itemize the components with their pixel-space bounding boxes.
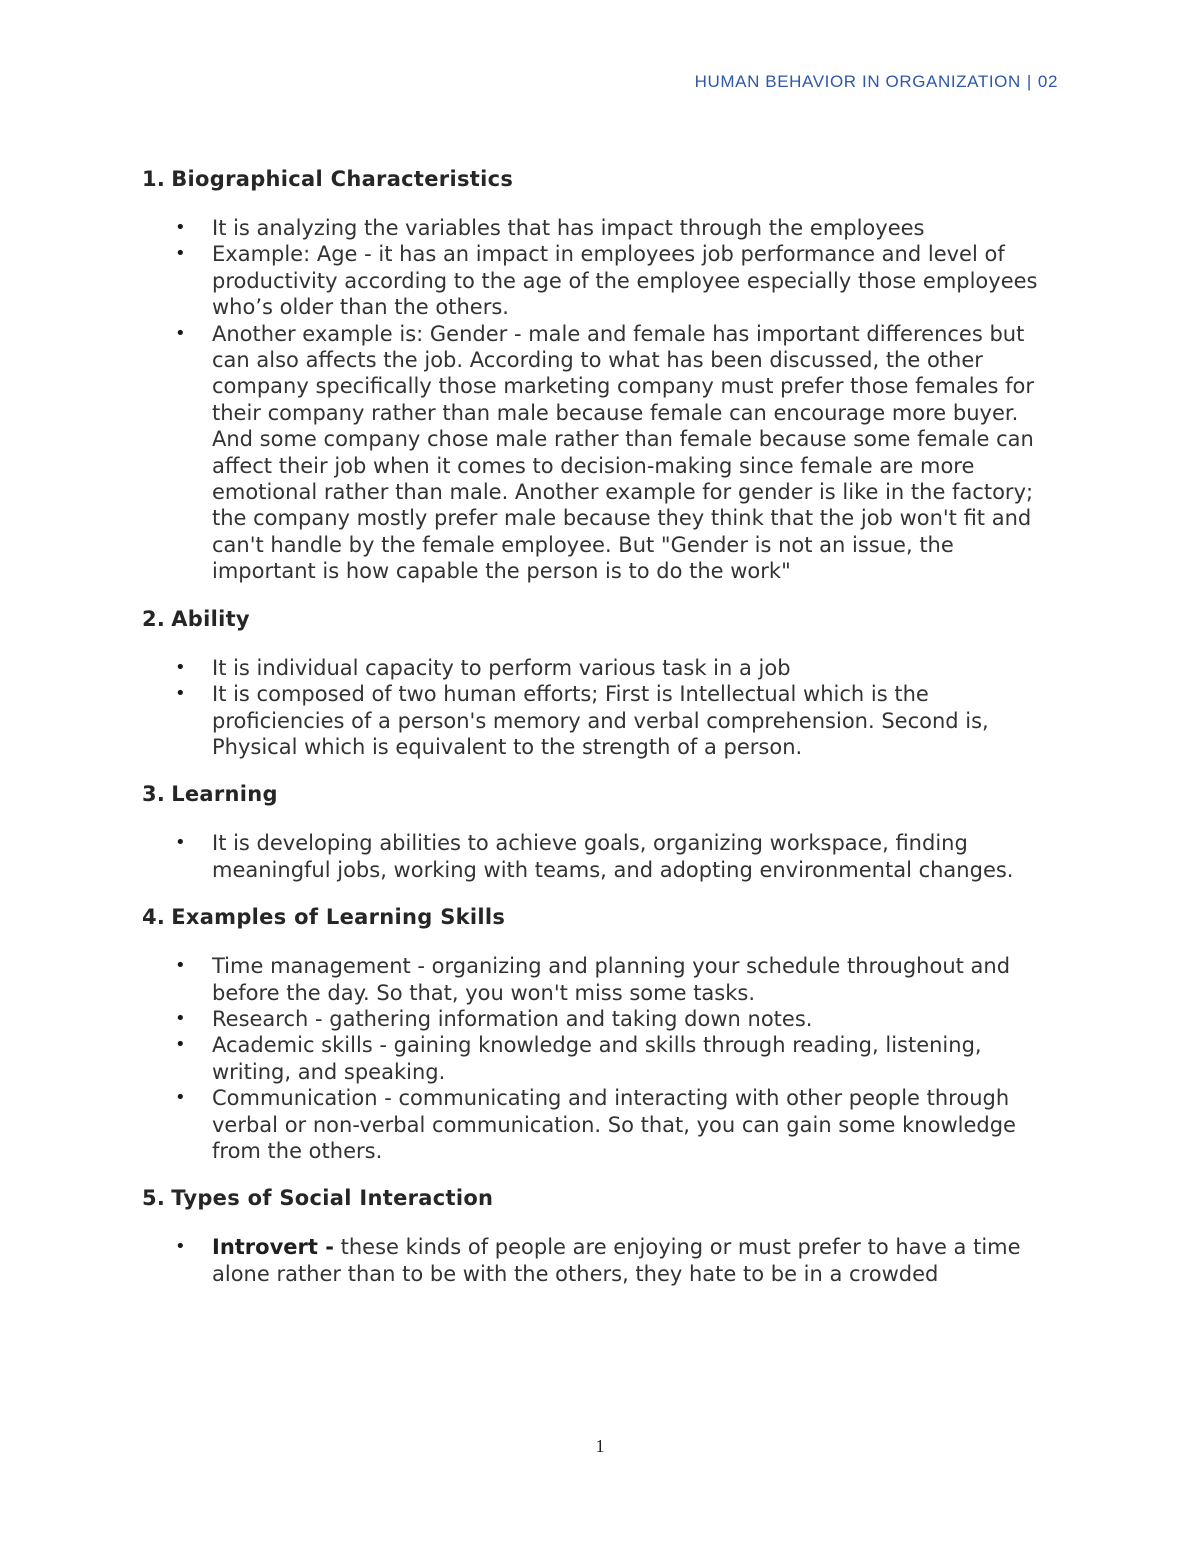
section-title: Examples of Learning Skills [171, 905, 506, 930]
list-item [175, 655, 1062, 681]
header-title: HUMAN BEHAVIOR IN ORGANIZATION [694, 72, 1021, 91]
section-title: Ability [171, 606, 250, 631]
section-examples-of-learning-skills [142, 901, 1062, 1164]
section-title: Biographical Characteristics [171, 167, 514, 191]
list-item-text: Example: Age - it has an impact in employees job performance and level of productivity according to the age of the employee especially those employees who’s older than the others. [212, 242, 1038, 320]
bullet-icon: • [175, 1087, 186, 1109]
document-body [142, 163, 1062, 1305]
section-heading [142, 901, 1062, 933]
bullet-icon: • [175, 832, 186, 854]
section-ability [142, 603, 1062, 761]
list-item [175, 830, 1062, 883]
list-item-text: Communication - communicating and interacting with other people through verbal or non-verbal communication. So that, you can gain some knowledge from the others. [212, 1086, 1016, 1163]
list-item [175, 1006, 1062, 1032]
section-number: 3. [142, 782, 166, 807]
list-item [175, 1085, 1062, 1164]
bullet-icon: • [175, 1236, 186, 1258]
bullet-list [142, 953, 1062, 1164]
list-item-text: It is composed of two human efforts; First is Intellectual which is the proficiencies of a person's memory and verbal comprehension. Second is, Physical which is equivalent to the strength of a person. [212, 682, 989, 759]
section-biographical-characteristics [142, 163, 1062, 585]
header-separator: | [1026, 72, 1032, 91]
list-item [175, 953, 1062, 1006]
bullet-list [142, 1234, 1062, 1287]
section-number: 5. [142, 1186, 166, 1211]
bullet-icon: • [175, 1007, 186, 1029]
section-heading [142, 778, 1062, 810]
section-heading [142, 163, 1062, 195]
list-item [175, 215, 1062, 241]
section-number: 4. [142, 905, 166, 930]
section-title: Types of Social Interaction [171, 1186, 494, 1211]
header-page-code: 02 [1037, 72, 1058, 91]
list-item-text: It is analyzing the variables that has impact through the employees [212, 216, 925, 240]
bullet-icon: • [175, 683, 186, 705]
bullet-icon: • [175, 656, 186, 678]
section-learning [142, 778, 1062, 883]
list-item-text: It is developing abilities to achieve goals, organizing workspace, finding meaningful jobs, working with teams, and adopting environmental changes. [212, 831, 1014, 882]
list-item-text: Research - gathering information and taking down notes. [212, 1006, 813, 1031]
bullet-icon: • [175, 322, 186, 344]
bullet-icon: • [175, 217, 186, 238]
list-item [175, 1234, 1062, 1287]
bullet-icon: • [175, 955, 186, 977]
introvert-term: Introvert - [212, 1235, 334, 1260]
list-item [175, 1032, 1062, 1085]
page-number: 1 [595, 1436, 605, 1456]
bullet-list [142, 655, 1062, 761]
bullet-list [142, 215, 1062, 585]
section-heading [142, 603, 1062, 635]
list-item [175, 321, 1062, 585]
running-header [695, 72, 1058, 92]
section-types-of-social-interaction [142, 1182, 1062, 1287]
list-item [175, 241, 1062, 320]
list-item-text: Academic skills - gaining knowledge and skills through reading, listening, writing, and speaking. [212, 1033, 982, 1084]
section-heading [142, 1182, 1062, 1214]
bullet-icon: • [175, 1034, 186, 1056]
list-item-text: Another example is: Gender - male and female has important differences but can also affects the job. According to what has been discussed, the other company specifically those marketing company must prefer those females for their company rather than male because female can encourage more buyer. And some company chose male rather than female because some female can affect their job when it comes to decision-making since female are more emotional rather than male. Another example for gender is like in the factory; the company mostly prefer male because they think that the job won't fit and can't handle by the female employee. But "Gender is not an issue, the important is how capable the person is to do the work" [212, 321, 1034, 584]
bullet-icon: • [175, 243, 186, 265]
list-item [175, 681, 1062, 760]
list-item-text: Time management - organizing and planning your schedule throughout and before the day. So that, you won't miss some tasks. [212, 954, 1011, 1005]
section-title: Learning [171, 782, 278, 807]
section-number: 1. [142, 167, 166, 191]
section-number: 2. [142, 606, 166, 631]
list-item-text: these kinds of people are enjoying or must prefer to have a time alone rather than to be with the others, they hate to be in a crowded [212, 1235, 1021, 1286]
list-item-text: It is individual capacity to perform various task in a job [212, 655, 791, 680]
bullet-list [142, 830, 1062, 883]
